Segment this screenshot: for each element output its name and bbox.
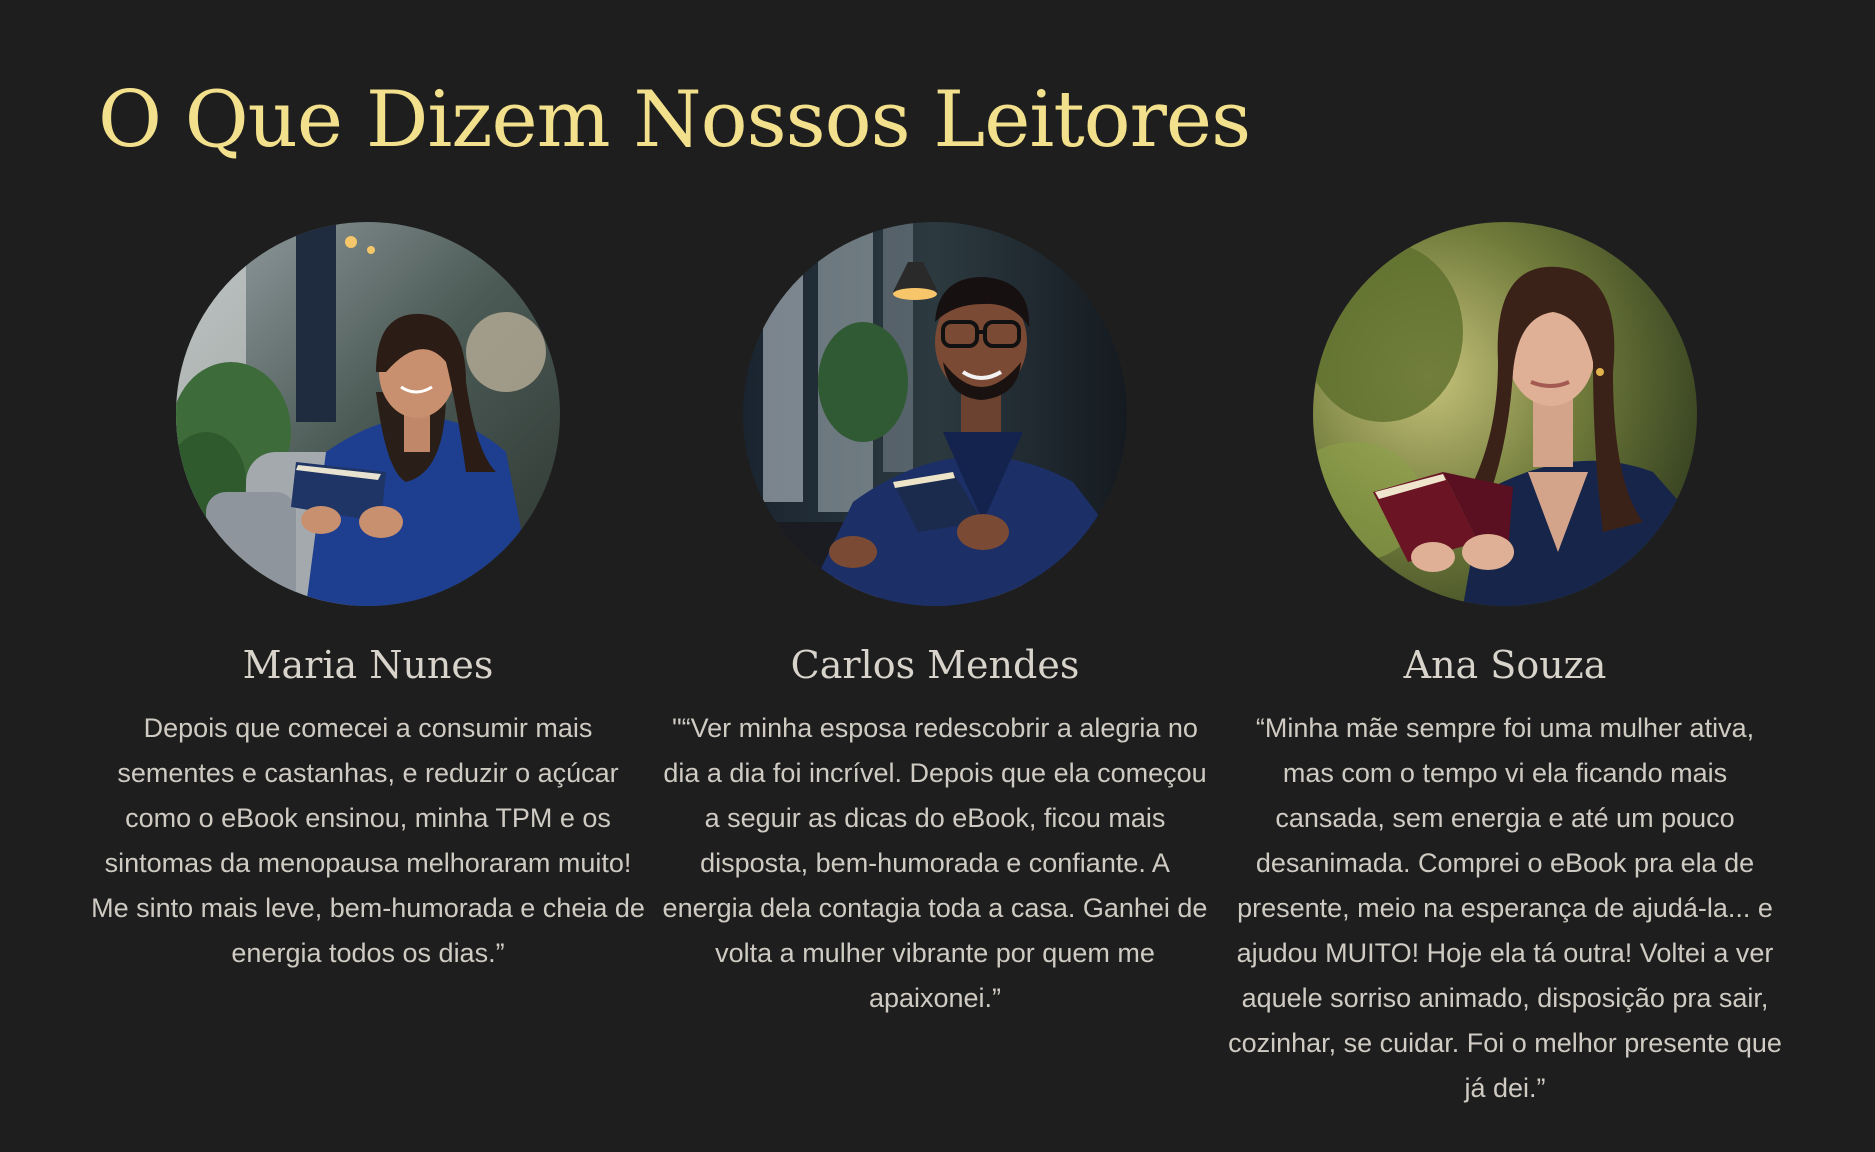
testimonial-quote: Depois que comecei a consumir mais sementes e castanhas, e reduzir o açúcar como o eBook ensinou, minha TPM e os sintomas da menopausa melhoraram muito! Me sinto mais leve, bem-humorada e cheia de energia todos os dias.” — [91, 713, 645, 968]
reader-name: Maria Nunes — [242, 643, 494, 687]
testimonial-quote: “Minha mãe sempre foi uma mulher ativa, mas com o tempo vi ela ficando mais cansada, sem energia e até um pouco desanimada. Comprei o eBook pra ela de presente, meio na esperança de ajudá-la... e ajudou MUITO! Hoje ela tá outra! Voltei a ver aquele sorriso animado, disposição pra sair, cozinhar, se cuidar. Foi o melhor presente que já dei.” — [1228, 713, 1782, 1103]
testimonial-card — [1225, 222, 1785, 1111]
woman-reading-on-sofa-image — [176, 222, 560, 606]
reader-name: Ana Souza — [1403, 643, 1607, 687]
reader-photo-carlos — [743, 222, 1127, 606]
reader-name: Carlos Mendes — [790, 643, 1080, 687]
reader-photo-maria — [176, 222, 560, 606]
testimonial-card — [88, 222, 648, 976]
testimonial-card — [655, 222, 1215, 1021]
man-reading-in-cafe-image — [743, 222, 1127, 606]
woman-reading-in-park-image — [1313, 222, 1697, 606]
section-title: O Que Dizem Nossos Leitores — [98, 75, 1251, 165]
testimonial-quote: "“Ver minha esposa redescobrir a alegria no dia a dia foi incrível. Depois que ela começou a seguir as dicas do eBook, ficou mais disposta, bem-humorada e confiante. A energia dela contagia toda a casa. Ganhei de volta a mulher vibrante por quem me apaixonei.” — [662, 713, 1208, 1013]
reader-photo-ana — [1313, 222, 1697, 606]
